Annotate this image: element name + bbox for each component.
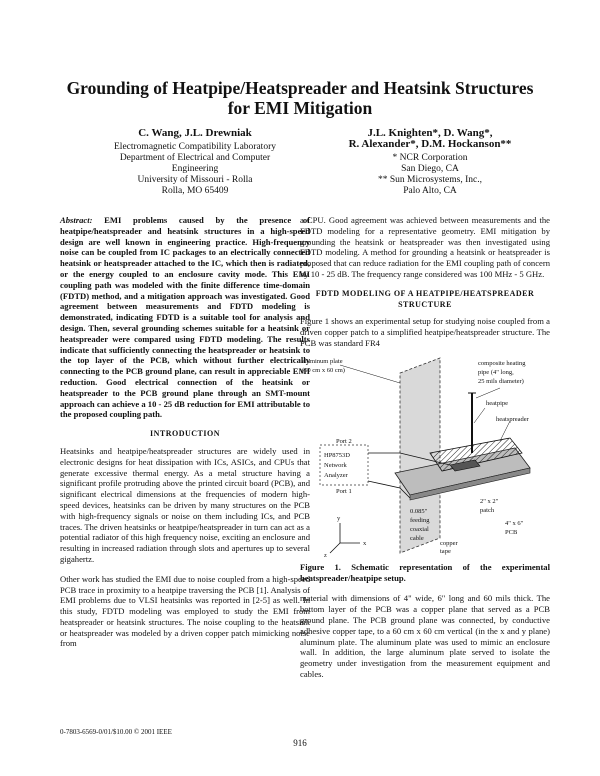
authors-left	[100, 128, 290, 197]
label-port2: Port 2	[336, 437, 352, 445]
footer-isbn: 0-7803-6569-0/01/$10.00 © 2001 IEEE	[60, 728, 172, 736]
label-patch-2: patch	[480, 506, 495, 514]
label-pcb-1: 4" x 6"	[505, 519, 524, 527]
axis-z-line	[330, 543, 340, 553]
author-names-right-1: J.L. Knighten*, D. Wang*,	[367, 127, 493, 139]
right-paragraph-1: a CPU. Good agreement was achieved between measurements and the FDTD modeling for a representative geometry. EMI mitigation by grounding the heatsink or heatspreader was then investigated using FDTD modeling. A method for grounding a heatsink or heatspreader is proposed that can reduce radiation for the EMI coupling path of concern by 10 - 25 dB. The frequency range considered was 100 MHz - 5 GHz.	[300, 215, 550, 279]
figure-1-caption	[300, 562, 550, 584]
introduction-heading: INTRODUCTION	[149, 429, 220, 439]
affiliation-line: ** Sun Microsystems, Inc.,	[378, 175, 482, 185]
label-pcb-2: PCB	[505, 528, 518, 536]
right-column	[300, 215, 550, 689]
affiliation-line: Rolla, MO 65409	[161, 186, 229, 196]
affiliation-line: University of Missouri - Rolla	[137, 175, 253, 185]
affiliation-line: Palo Alto, CA	[403, 186, 457, 196]
affiliation-line: Electromagnetic Compatibility Laboratory	[114, 142, 276, 152]
label-aluminum-plate: aluminum plate	[302, 357, 343, 365]
page-number: 916	[293, 738, 307, 748]
paper-title: Grounding of Heatpipe/Heatspreader and Heatsink Structures for EMI Mitigation	[66, 78, 534, 118]
intro-paragraph-1: Heatsinks and heatpipe/heatspreader structures are widely used in electronic designs for heat dissipation with ICs, ASICs, and CPUs that generate excessive thermal energy. As a metal structure having a significant profile protruding above the printed circuit board (PCB), and significant electrical dimensions at the frequencies of modern high-speed devices, heatsinks can be driven by many structures on the PCB with high-frequency signals or noise on them including ICs, and PCB traces. The driven heatsinks or heatpipe/heatspreader in turn can act as a potential radiator of this high frequency noise, exciting an enclosure and resulting in increased radiation through slots and apertures up to several gigahertz.	[60, 445, 310, 564]
author-names-right-2: R. Alexander*, D.M. Hockanson**	[348, 138, 512, 150]
figure-1-caption-text: Schematic representation of the experimental heatspreader/heatpipe setup.	[300, 561, 550, 583]
figure-1-caption-label: Figure 1.	[300, 561, 341, 572]
figure-1-diagram	[300, 353, 550, 558]
label-composite-heatpipe: composite heating	[478, 359, 526, 367]
fdtd-section-heading-2: STRUCTURE	[398, 299, 452, 309]
label-port1: Port 1	[336, 487, 352, 495]
label-copper-tape-2: tape	[440, 547, 451, 555]
authors-right	[330, 128, 530, 197]
figure-1	[300, 353, 550, 558]
label-patch-1: 2" x 2"	[480, 497, 499, 505]
abstract-label: Abstract:	[60, 215, 93, 225]
label-heatpipe-dims-2: 25 mils diameter)	[478, 377, 524, 385]
affiliation-line: Department of Electrical and Computer Engineering	[119, 153, 271, 174]
label-aluminum-dims: (60 cm x 60 cm)	[302, 366, 345, 374]
label-coax-2: feeding	[410, 516, 430, 524]
fdtd-section-heading-1: FDTD MODELING OF A HEATPIPE/HEATSPREADER	[315, 288, 535, 298]
label-axis-z: z	[324, 551, 327, 558]
abstract-text: EMI problems caused by the presence of heatpipe/heatspreader and heatsink structures in a high-speed design are well known in engineering practice. High-frequency noise can be coupled from IC packages to an electrically connected heatsink or heatspreader attached to the IC, which then is radiated, or the energy coupled to an enclosure cavity mode. This EMI coupling path was modeled with the finite difference time-domain (FDTD) method, and a mitigation approach was investigated. Good agreement between measurements and FDTD modeling is demonstrated, indicating FDTD is a suitable tool for analysis and design. Then, several grounding schemes suitable for a heatsink or heatspreader were compared using FDTD modeling. The results indicate that sufficiently connecting the heatspreader or heatsink to the top layer of the PCB, which without further electrically connecting to the PCB ground plane, can result in appreciable EMI reduction. Good electrical connection of the heatsink or heatspreader to the PCB ground plane through an SMT-mount approach can achieve a 10 - 25 dB reduction for EMI attributable to the proposed coupling path.	[60, 215, 310, 420]
label-axis-x: x	[363, 539, 367, 547]
author-names-left: C. Wang, J.L. Drewniak	[138, 127, 252, 139]
label-heatpipe: heatpipe	[486, 399, 509, 407]
label-heatpipe-dims-1: pipe (4" long,	[478, 368, 514, 376]
label-hp8753d: HP8753D	[324, 451, 351, 459]
intro-paragraph-2: Other work has studied the EMI due to noise coupled from a high-speed PCB trace in proximity to a heatpipe traversing the PCB [1]. Analysis of EMI problems due to VLSI heatsinks was reported in [2-5] as well. In this study, FDTD modeling was employed to study the EMI from heatspreader or heatsink structures. The noise coupling to the heatsink or heatspreader was modeled by a driven copper patch mimicking noise from	[60, 573, 310, 649]
label-analyzer: Analyzer	[324, 471, 348, 479]
label-axis-y: y	[337, 514, 341, 522]
label-copper-tape-1: copper	[440, 539, 458, 547]
label-coax-3: coaxial	[410, 525, 429, 533]
right-paragraph-2: Figure 1 shows an experimental setup for studying noise coupled from a driven copper patch to a simplified heatpipe/heatspreader structure. The PCB was standard FR4	[300, 316, 550, 348]
label-coax-1: 0.085"	[410, 507, 428, 515]
right-paragraph-3: material with dimensions of 4" wide, 6" long and 60 mils thick. The bottom layer of the PCB was a copper plane that served as a PCB ground plane. The PCB ground plane was connected, by conductive adhesive copper tape, to a 60 cm x 60 cm vertical (in the x and y plane) aluminum plate. The aluminum plate was used to mimic an enclosure wall. In addition, the large aluminum plate served to isolate the geometry under investigation from the measurement equipment and cables.	[300, 593, 550, 679]
label-network: Network	[324, 461, 347, 469]
affiliation-line: San Diego, CA	[401, 164, 459, 174]
abstract	[60, 215, 310, 420]
affiliation-line: * NCR Corporation	[392, 153, 468, 163]
label-heatspreader: heatspreader	[496, 415, 529, 423]
label-coax-4: cable	[410, 534, 424, 542]
left-column	[60, 215, 310, 658]
